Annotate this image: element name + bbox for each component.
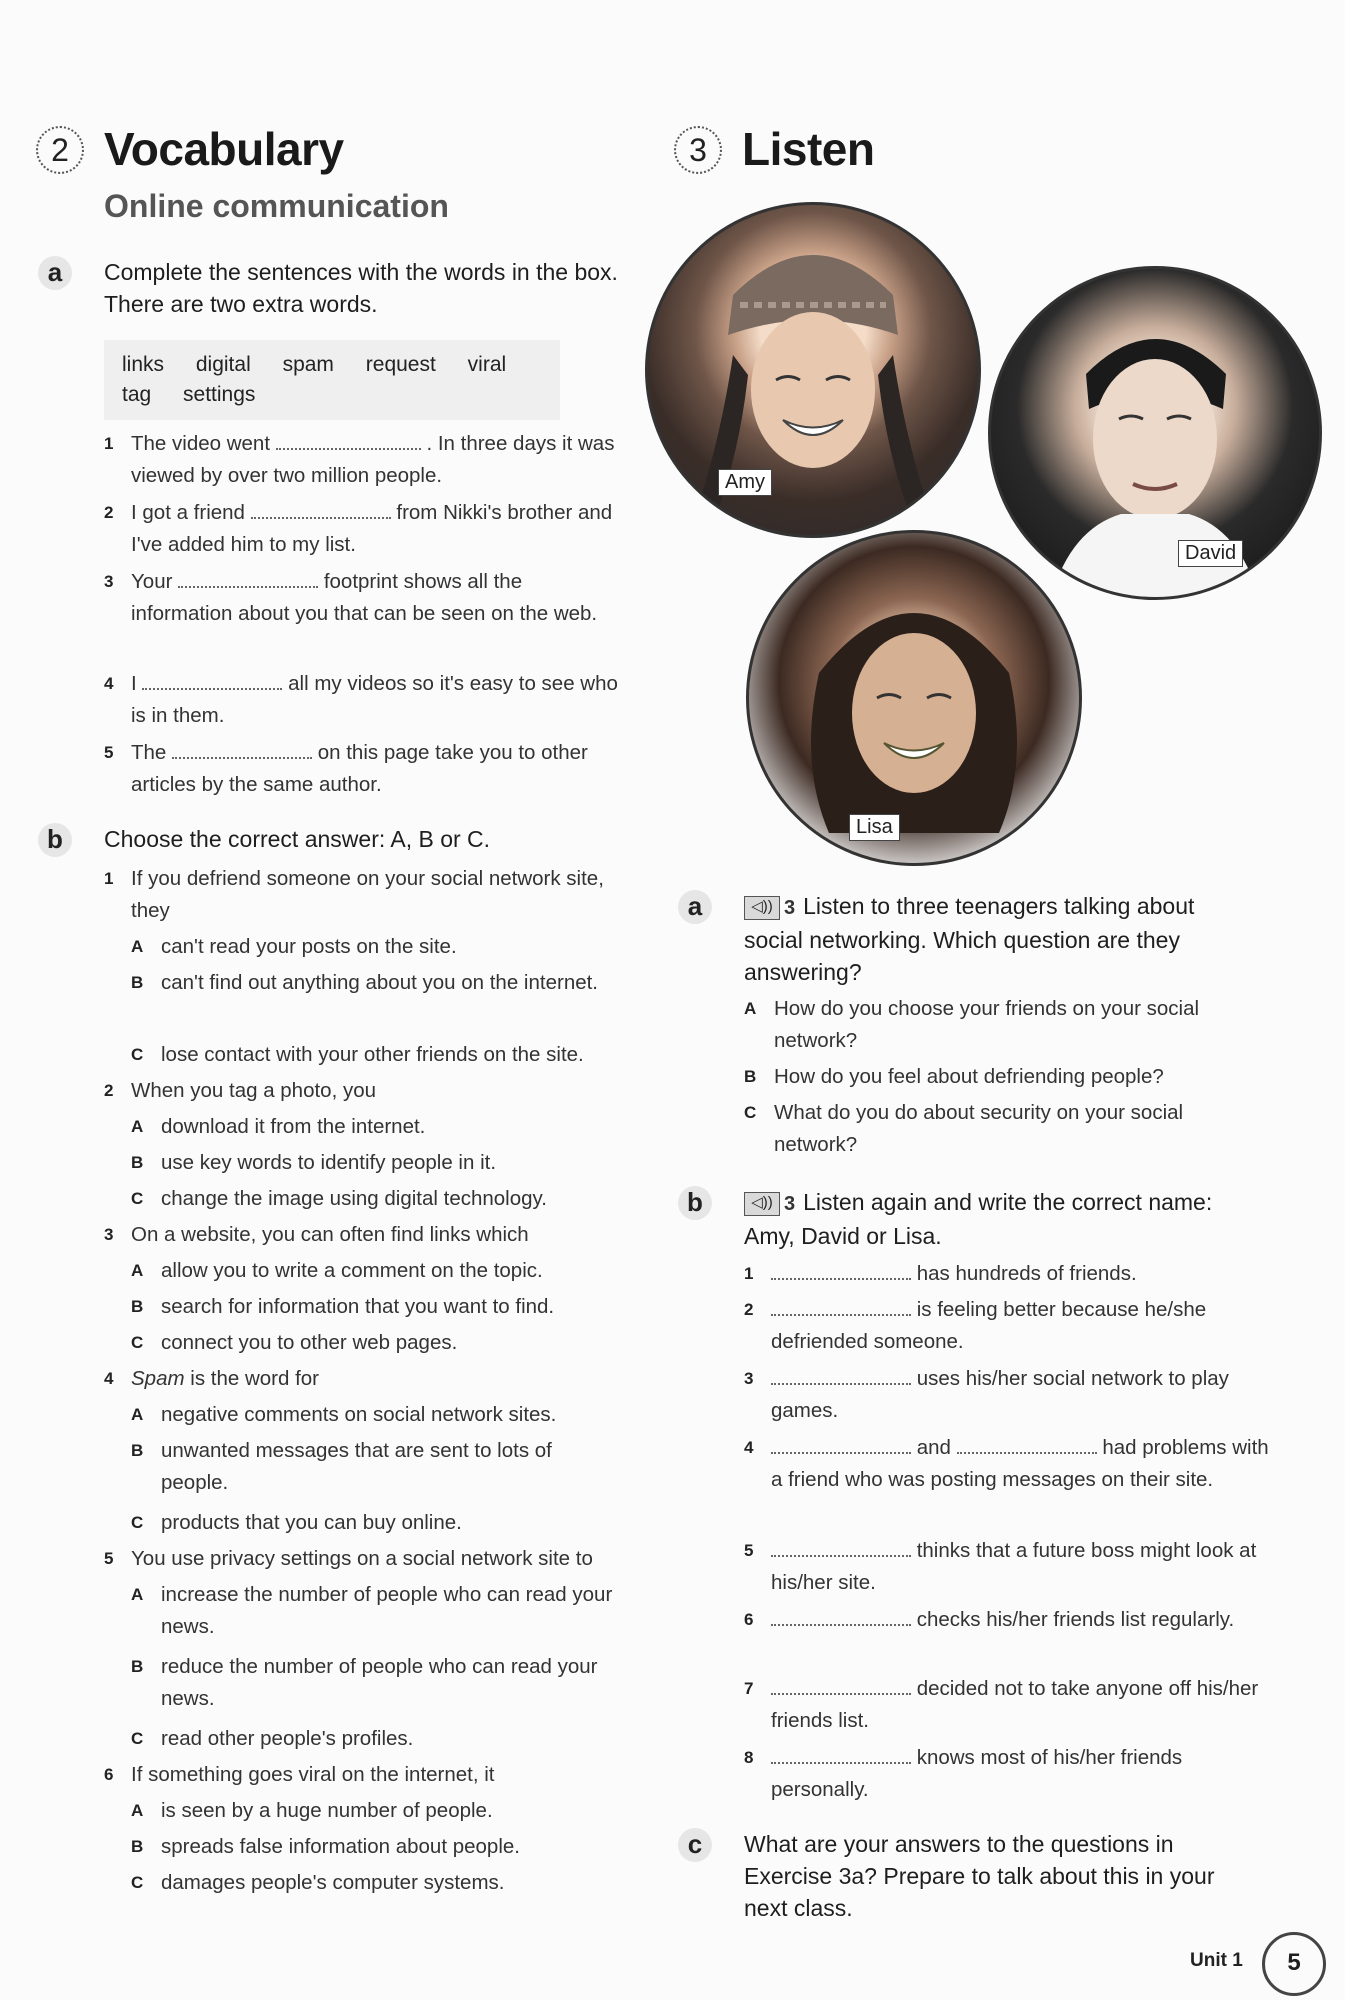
- word: viral: [467, 353, 507, 376]
- exercise-3b-instruction: ◁)) 3 Listen again and write the correct name: Amy, David or Lisa.: [744, 1189, 1213, 1249]
- mc-option[interactable]: B unwanted messages that are sent to lots of people.: [131, 1439, 552, 1494]
- lisa-face-illustration: [749, 533, 1079, 863]
- page-number: 5: [1262, 1932, 1326, 1996]
- answer-blank[interactable]: [771, 1537, 911, 1557]
- mc-question: 6 If something goes viral on the internet, it: [104, 1763, 495, 1786]
- mc-option[interactable]: B use key words to identify people in it.: [131, 1151, 497, 1174]
- name-tag-amy: Amy: [718, 469, 772, 496]
- audio-icon[interactable]: ◁)): [744, 1192, 780, 1216]
- gap-fill-item: 4 I all my videos so it's easy to see who is in them.: [104, 672, 618, 727]
- mc-option[interactable]: A is seen by a huge number of people.: [131, 1799, 493, 1822]
- word: links: [122, 353, 165, 376]
- section-title-listen: Listen: [742, 123, 875, 175]
- answer-blank[interactable]: [771, 1260, 911, 1280]
- mc-question: 1 If you defriend someone on your social network site, they: [104, 867, 604, 922]
- gap-fill-item: 2 I got a friend from Nikki's brother and I've added him to my list.: [104, 501, 613, 556]
- name-gap-item: 2 is feeling better because he/she defriended someone.: [744, 1298, 1207, 1353]
- amy-photo: [645, 202, 981, 538]
- word-box: [104, 340, 560, 420]
- exercise-2b-instruction: Choose the correct answer: A, B or C.: [104, 826, 491, 852]
- name-gap-item: 6 checks his/her friends list regularly.: [744, 1608, 1235, 1631]
- answer-blank[interactable]: [251, 499, 391, 519]
- mc-option[interactable]: B spreads false information about people.: [131, 1835, 520, 1858]
- word: request: [365, 353, 436, 376]
- unit-label: Unit 1: [1190, 1950, 1243, 1971]
- gap-fill-item: 1 The video went . In three days it was viewed by over two million people.: [104, 432, 615, 487]
- name-gap-item: 7 decided not to take anyone off his/her friends list.: [744, 1677, 1259, 1732]
- exercise-3a-instruction: ◁)) 3 Listen to three teenagers talking about social networking. Which question are they answering?: [744, 893, 1195, 985]
- mc-option[interactable]: B How do you feel about defriending people?: [744, 1065, 1164, 1088]
- mc-question: 5 You use privacy settings on a social network site to: [104, 1547, 593, 1570]
- exercise-letter-3b: b: [678, 1186, 712, 1220]
- exercise-letter-3c: c: [678, 1828, 712, 1862]
- mc-option[interactable]: A How do you choose your friends on your social network?: [744, 997, 1200, 1052]
- mc-option[interactable]: B reduce the number of people who can read your news.: [131, 1655, 598, 1710]
- track-number: 3: [784, 897, 796, 919]
- name-tag-david: David: [1178, 540, 1243, 567]
- word: settings: [183, 383, 256, 406]
- mc-option[interactable]: A increase the number of people who can read your news.: [131, 1583, 613, 1638]
- answer-blank[interactable]: [178, 568, 318, 588]
- answer-blank[interactable]: [771, 1606, 911, 1626]
- name-gap-item: 8 knows most of his/her friends personally.: [744, 1746, 1183, 1801]
- name-gap-item: 1 has hundreds of friends.: [744, 1262, 1137, 1285]
- section-subtitle: Online communication: [104, 188, 449, 224]
- answer-blank[interactable]: [771, 1365, 911, 1385]
- mc-option[interactable]: C read other people's profiles.: [131, 1727, 414, 1750]
- audio-icon[interactable]: ◁)): [744, 896, 780, 920]
- name-gap-item: 3 uses his/her social network to play games.: [744, 1367, 1229, 1422]
- answer-blank[interactable]: [771, 1675, 911, 1695]
- mc-option[interactable]: C connect you to other web pages.: [131, 1331, 458, 1354]
- answer-blank[interactable]: [172, 739, 312, 759]
- answer-blank[interactable]: [771, 1296, 911, 1316]
- mc-option[interactable]: A download it from the internet.: [131, 1115, 426, 1138]
- mc-option[interactable]: B search for information that you want to find.: [131, 1295, 555, 1318]
- answer-blank[interactable]: [957, 1434, 1097, 1454]
- name-gap-item: 5 thinks that a future boss might look at his/her site.: [744, 1539, 1257, 1594]
- exercise-2a-instruction: Complete the sentences with the words in the box. There are two extra words.: [104, 259, 618, 317]
- answer-blank[interactable]: [771, 1434, 911, 1454]
- section-number-vocabulary: 2: [36, 126, 84, 174]
- mc-option[interactable]: A allow you to write a comment on the topic.: [131, 1259, 543, 1282]
- name-gap-item: 4 and had problems with a friend who was posting messages on their site.: [744, 1436, 1269, 1491]
- answer-blank[interactable]: [771, 1744, 911, 1764]
- name-tag-lisa: Lisa: [849, 814, 900, 841]
- exercise-letter-2a: a: [38, 256, 72, 290]
- mc-option[interactable]: B can't find out anything about you on the internet.: [131, 971, 599, 994]
- word: spam: [282, 353, 334, 376]
- gap-fill-item: 5 The on this page take you to other articles by the same author.: [104, 741, 588, 796]
- mc-option[interactable]: C lose contact with your other friends on the site.: [131, 1043, 584, 1066]
- answer-blank[interactable]: [276, 430, 421, 450]
- section-number-listen: 3: [674, 126, 722, 174]
- mc-option[interactable]: C change the image using digital technology.: [131, 1187, 547, 1210]
- mc-question: 3 On a website, you can often find links which: [104, 1223, 529, 1246]
- david-photo: [988, 266, 1322, 600]
- exercise-3c-instruction: What are your answers to the questions in Exercise 3a? Prepare to talk about this in your next class.: [744, 1831, 1215, 1921]
- mc-option[interactable]: C products that you can buy online.: [131, 1511, 462, 1534]
- word: tag: [122, 383, 152, 406]
- amy-face-illustration: [648, 205, 978, 535]
- david-face-illustration: [991, 269, 1319, 597]
- mc-option[interactable]: C damages people's computer systems.: [131, 1871, 505, 1894]
- mc-option[interactable]: C What do you do about security on your social network?: [744, 1101, 1184, 1156]
- mc-option[interactable]: A negative comments on social network sites.: [131, 1403, 557, 1426]
- answer-blank[interactable]: [142, 670, 282, 690]
- section-title-vocabulary: Vocabulary: [104, 123, 344, 175]
- mc-question: 4 Spam is the word for: [104, 1367, 320, 1390]
- exercise-letter-2b: b: [38, 823, 72, 857]
- word: digital: [195, 353, 251, 376]
- lisa-photo: [746, 530, 1082, 866]
- mc-question: 2 When you tag a photo, you: [104, 1079, 377, 1102]
- exercise-letter-3a: a: [678, 890, 712, 924]
- gap-fill-item: 3 Your footprint shows all the information about you that can be seen on the web.: [104, 570, 598, 625]
- track-number: 3: [784, 1193, 796, 1215]
- mc-option[interactable]: A can't read your posts on the site.: [131, 935, 457, 958]
